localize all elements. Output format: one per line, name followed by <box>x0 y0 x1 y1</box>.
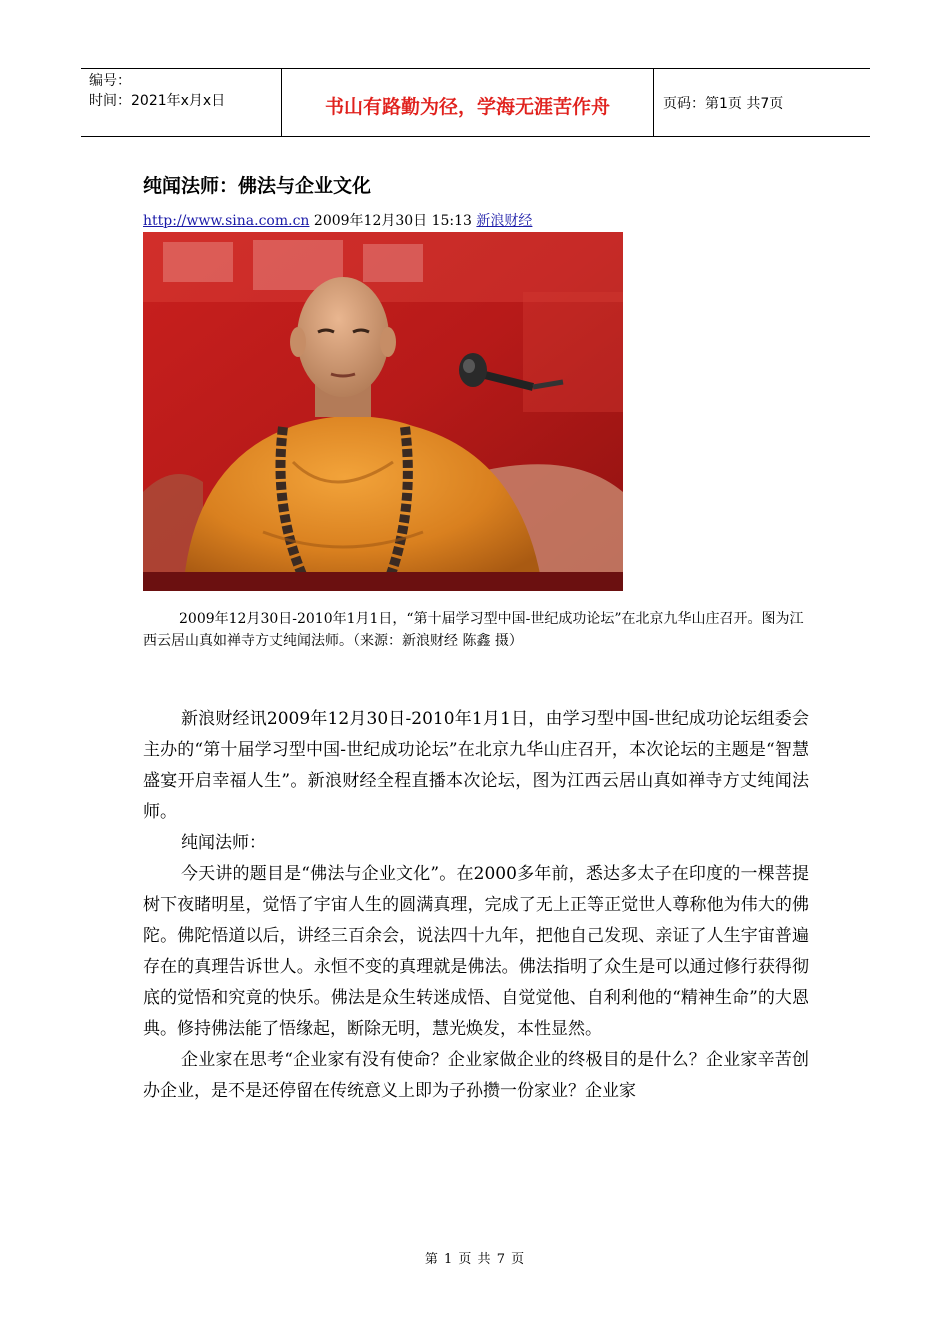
document-header <box>81 68 870 137</box>
paragraph-main: 今天讲的题目是“佛法与企业文化”。在2000多年前，悉达多太子在印度的一棵菩提树下夜睹明星，觉悟了宇宙人生的圆满真理，完成了无上正等正觉世人尊称他为伟大的佛陀。佛陀悟道以后，讲经三百余会，说法四十九年，把他自己发现、亲证了人生宇宙普遍存在的真理告诉世人。永恒不变的真理就是佛法。佛法指明了众生是可以通过修行获得彻底的觉悟和究竟的快乐。佛法是众生转迷成悟、自觉觉他、自利利他的“精神生命”的大恩典。修持佛法能了悟缘起，断除无明，慧光焕发，本性显然。 <box>143 864 809 1039</box>
paragraph-speaker: 纯闻法师： <box>181 833 266 853</box>
header-page-info: 页码：第1页 共7页 <box>663 95 784 112</box>
article-title: 纯闻法师：佛法与企业文化 <box>143 175 372 197</box>
monk-speaking-photo <box>143 232 623 591</box>
document-date: 时间：2021年x月x日 <box>89 93 226 109</box>
article-body <box>143 704 809 1107</box>
header-info-cell <box>81 69 282 136</box>
article-meta <box>143 210 532 230</box>
source-url-link[interactable]: http://www.sina.com.cn <box>143 213 310 229</box>
source-name-link[interactable]: 新浪财经 <box>476 213 533 229</box>
header-motto: 书山有路勤为径，学海无涯苦作舟 <box>282 69 654 136</box>
article-datetime: 2009年12月30日 15:13 <box>313 213 472 229</box>
document-number-label: 编号： <box>89 73 131 89</box>
paragraph-entrepreneur: 企业家在思考“企业家有没有使命？企业家做企业的终极目的是什么？企业家辛苦创办企业，是不是还停留在传统意义上即为子孙攒一份家业？企业家 <box>143 1050 809 1101</box>
page-footer: 第 1 页 共 7 页 <box>424 1252 526 1267</box>
photo-caption: 2009年12月30日-2010年1月1日，“第十届学习型中国-世纪成功论坛”在北京九华山庄召开。图为江西云居山真如禅寺方丈纯闻法师。（来源：新浪财经 陈鑫 摄） <box>143 611 804 649</box>
paragraph-intro: 新浪财经讯2009年12月30日-2010年1月1日，由学习型中国-世纪成功论坛组委会主办的“第十届学习型中国-世纪成功论坛”在北京九华山庄召开，本次论坛的主题是“智慧盛宴开启幸福人生”。新浪财经全程直播本次论坛，图为江西云居山真如禅寺方丈纯闻法师。 <box>143 709 809 822</box>
